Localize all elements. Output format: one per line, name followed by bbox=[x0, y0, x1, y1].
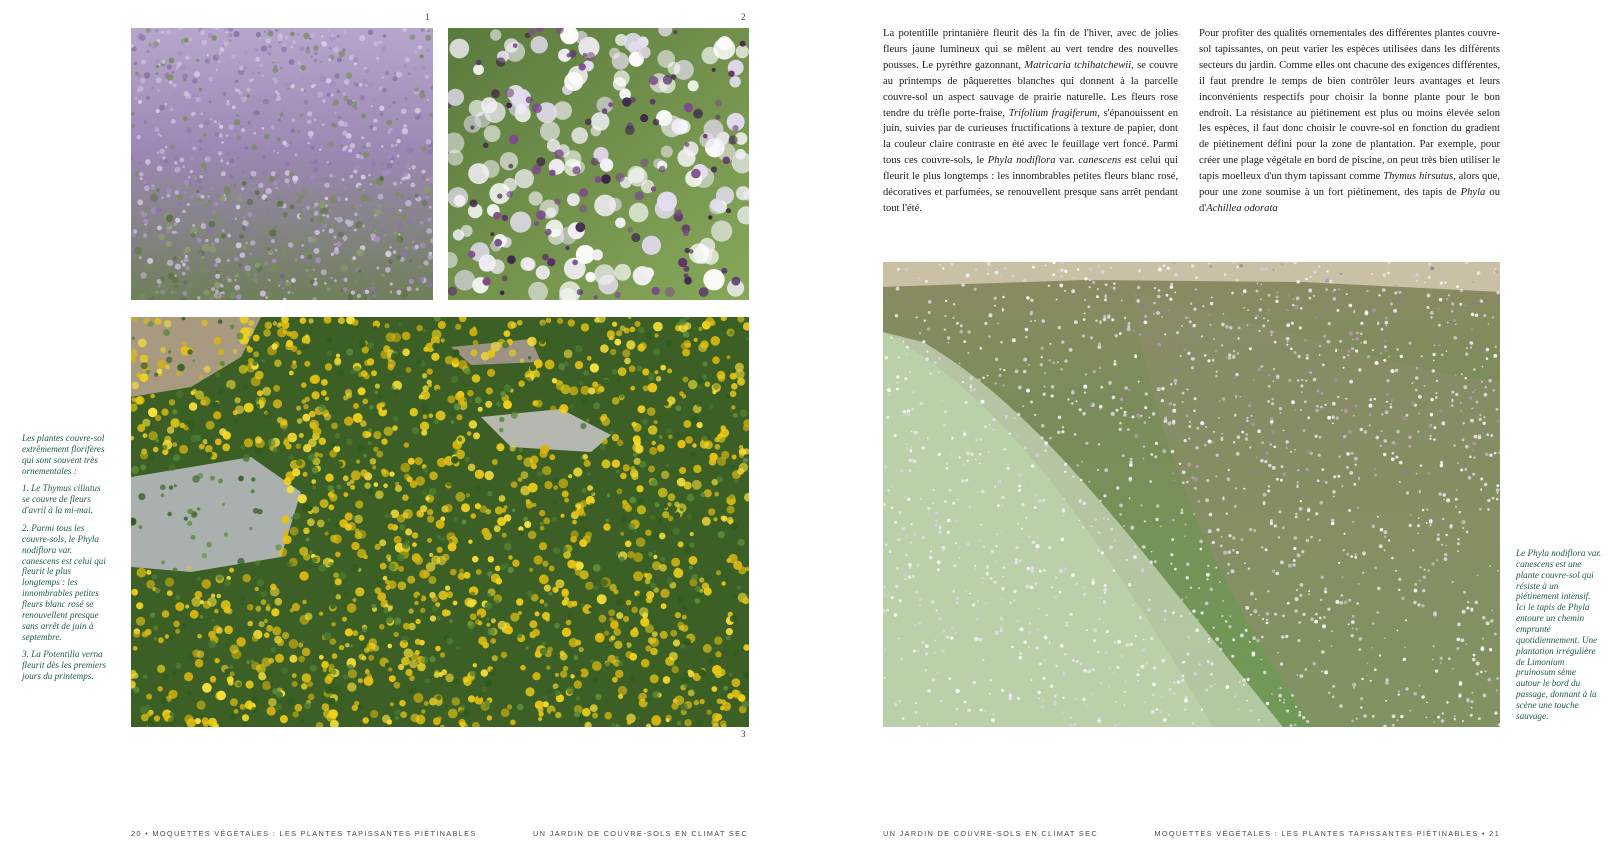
photo-number-2: 2 bbox=[741, 12, 746, 22]
photo-phyla-lawn-path bbox=[883, 262, 1500, 727]
footer-left-page-left: 20 • MOQUETTES VÉGÉTALES : LES PLANTES TAPISSANTES PIÉTINABLES bbox=[131, 829, 477, 838]
left-caption bbox=[22, 433, 110, 689]
left-caption-intro: Les plantes couvre-sol extrêmement florifères qui sont souvent très ornementales : bbox=[22, 433, 105, 476]
col1-run-2: , se couvre au printemps de pâquerettes blanches qui donnent à la parcelle couvre-sol un aspect sauvage de prairie naturelle. Les fleurs rose tendre du trèfle porte-fraise, bbox=[883, 59, 1179, 119]
col2-run-2: , alors que, pour une zone soumise à un fort piétinement, des tapis de bbox=[1199, 171, 1500, 199]
col2-run-3: Phyla bbox=[1460, 187, 1486, 199]
left-caption-item-1: 1. Le Thymus ciliatus se couvre de fleurs d'avril à la mi-mai. bbox=[22, 483, 101, 516]
photo-thymus-field bbox=[131, 28, 433, 300]
photo-phyla-closeup bbox=[448, 28, 749, 300]
col1-run-4: , s'épanouissent en juin, suivies par de curieuses fructifications à texture de papier, dont la couleur claire contraste en été avec le feuillage vert foncé. Parmi tous ces couvre-sols, le bbox=[883, 107, 1178, 167]
col1-run-5: Phyla nodiflora bbox=[987, 155, 1056, 167]
col2-run-0: Pour profiter des qualités ornementales des différentes plantes couvre-sol tapissantes, on peut varier les espèces utilisées dans les différents secteurs du jardin. Comme elles ont chacune des exigences différentes, il faut prendre le temps de bien contrôler leurs avantages et leurs inconvénients respectifs pour choisir la bonne plante pour le bon endroit. La résistance au piétinement est plus ou moins élevée selon les espèces, il faut donc choisir le couvre-sol en fonction du gradient de piétinement défini pour la zone de plantation. Par exemple, pour créer une plage végétale en bord de piscine, on peut très bien utiliser le tapis moelleux d'un thym tapissant comme bbox=[1199, 28, 1500, 183]
col1-run-3: Trifolium fragiferum bbox=[1008, 107, 1098, 119]
col1-run-7: canescens bbox=[1078, 155, 1122, 167]
col1-run-1: Matricaria tchihatchewii bbox=[1024, 59, 1132, 71]
photo-number-3: 3 bbox=[741, 729, 746, 739]
body-column-2 bbox=[1199, 26, 1500, 217]
col1-run-6: var. bbox=[1055, 155, 1079, 167]
right-caption-text: Le Phyla nodiflora var. canescens est une plante couvre-sol qui résiste à un piétinement intensif. Ici le tapis de Phyla entoure un chemin emprunté quotidiennement. Une plantation irrégulière de Limonium pruinosum sème autour le bord du passage, donnant à la scène une touche sauvage. bbox=[1516, 548, 1602, 721]
left-caption-item-2: 2. Parmi tous les couvre-sols, le Phyla nodiflora var. canescens est celui qui fleurit le plus longtemps : les innombrables petites fleurs blanc rosé se renouvellent presque sans arrêt de juin à septembre. bbox=[22, 523, 106, 642]
col1-run-0: La potentille printanière fleurit dès la fin de l'hiver, avec de jolies fleurs jaune lumineux qui se mêlent au vert tendre des nouvelles pousses. Le pyrèthre gazonnant, bbox=[883, 28, 1178, 71]
left-caption-item-3: 3. La Potentilla verna fleurit dès les premiers jours du printemps. bbox=[22, 649, 107, 682]
right-caption bbox=[1516, 548, 1602, 729]
col2-run-4: ou d' bbox=[1199, 187, 1500, 214]
body-column-1 bbox=[883, 26, 1178, 217]
footer-right-page-right: MOQUETTES VÉGÉTALES : LES PLANTES TAPISSANTES PIÉTINABLES • 21 bbox=[1154, 829, 1500, 838]
footer-right-page-left: UN JARDIN DE COUVRE-SOLS EN CLIMAT SEC bbox=[883, 829, 1099, 838]
col2-run-5: Achillea odorata bbox=[1206, 202, 1278, 214]
footer-left-page-right: UN JARDIN DE COUVRE-SOLS EN CLIMAT SEC bbox=[532, 829, 748, 838]
col1-run-8: est celui qui fleurit le plus longtemps : les innombrables petites fleurs blanc rosé, décoratives et parfumées, se renouvellent presque sans arrêt pendant tout l'été. bbox=[883, 155, 1178, 214]
col2-run-1: Thymus hirsutus bbox=[1383, 171, 1454, 183]
photo-potentilla-path bbox=[131, 317, 749, 727]
body-column-1-text bbox=[883, 26, 1178, 217]
photo-number-1: 1 bbox=[425, 12, 430, 22]
body-column-2-text bbox=[1199, 26, 1500, 217]
